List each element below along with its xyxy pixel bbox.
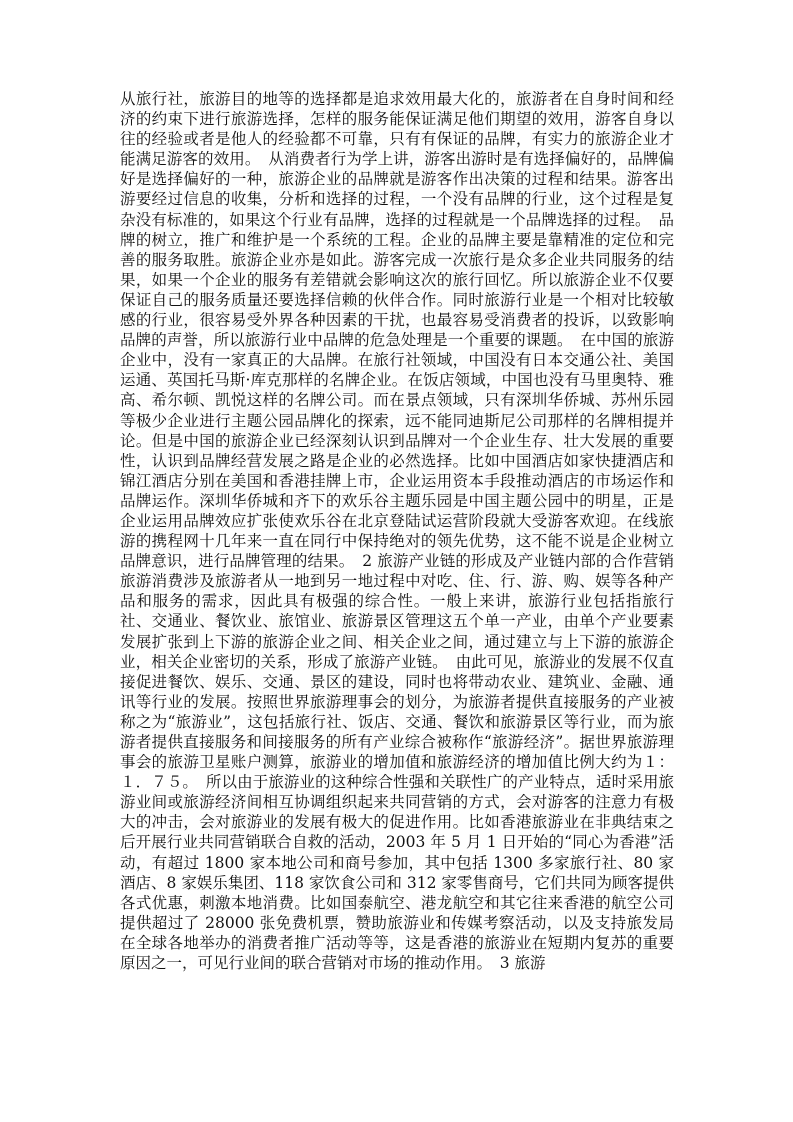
body-paragraph: 从旅行社，旅游目的地等的选择都是追求效用最大化的，旅游者在自身时间和经济的约束下进行旅游选择，怎样的服务能保证满足他们期望的效用，游客自身以往的经验或者是他人的经验都不可靠，只有有保证的品牌，有实力的旅游企业才能满足游客的效用。 从消费者行为学上讲，游客出游时是有选择偏好的，品牌偏好是选择偏好的一种，旅游企业的品牌就是游客作出决策的过程和结果。游客出游要经过信息的收集，分析和选择的过程，一个没有品牌的行业，这个过程是复杂没有标准的，如果这个行业有品牌，选择的过程就是一个品牌选择的过程。 品牌的树立，推广和维护是一个系统的工程。企业的品牌主要是靠精准的定位和完善的服务取胜。旅游企业亦是如此。游客完成一次旅行是众多企业共同服务的结果，如果一个企业的服务有差错就会影响这次的旅行回忆。所以旅游企业不仅要保证自己的服务质量还要选择信赖的伙伴合作。同时旅游行业是一个相对比较敏感的行业，很容易受外界各种因素的干扰，也最容易受消费者的投诉，以致影响品牌的声誉，所以旅游行业中品牌的危急处理是一个重要的课题。 在中国的旅游企业中，没有一家真正的大品牌。在旅行社领域，中国没有日本交通公社、美国运通、英国托马斯·库克那样的名牌企业。在饭店领域，中国也没有马里奥特、雅高、希尔顿、凯悦这样的名牌公司。而在景点领域，只有深圳华侨城、苏州乐园等极少企业进行主题公园品牌化的探索，远不能同迪斯尼公司那样的名牌相提并论。但是中国的旅游企业已经深刻认识到品牌对一个企业生存、壮大发展的重要性，认识到品牌经营发展之路是企业的必然选择。比如中国酒店如家快捷酒店和锦江酒店分别在美国和香港挂牌上市，企业运用资本手段推动酒店的市场运作和品牌运作。深圳华侨城和齐下的欢乐谷主题乐园是中国主题公园中的明星，正是企业运用品牌效应扩张使欢乐谷在北京登陆试运营阶段就大受游客欢迎。在线旅游的携程网十几年来一直在同行中保持绝对的领先优势，这不能不说是企业树立品牌意识，进行品牌管理的结果。 2 旅游产业链的形成及产业链内部的合作营销 旅游消费涉及旅游者从一地到另一地过程中对吃、住、行、游、购、娱等各种产品和服务的需求，因此具有极强的综合性。一般上来讲，旅游行业包括指旅行社、交通业、餐饮业、旅馆业、旅游景区管理这五个单一产业，由单个产业要素发展扩张到上下游的旅游企业之间、相关企业之间，通过建立与上下游的旅游企业，相关企业密切的关系，形成了旅游产业链。 由此可见，旅游业的发展不仅直接促进餐饮、娱乐、交通、景区的建设，同时也将带动农业、建筑业、金融、通讯等行业的发展。按照世界旅游理事会的划分，为旅游者提供直接服务的产业被称之为“旅游业”，这包括旅行社、饭店、交通、餐饮和旅游景区等行业，而为旅游者提供直接服务和间接服务的所有产业综合被称作“旅游经济”。据世界旅游理事会的旅游卫星账户测算，旅游业的增加值和旅游经济的增加值比例大约为１：１．７５。 所以由于旅游业的这种综合性强和关联性广的产业特点，适时采用旅游业间或旅游经济间相互协调组织起来共同营销的方式，会对游客的注意力有极大的冲击，会对旅游业的发展有极大的促进作用。比如香港旅游业在非典结束之后开展行业共同营销联合自救的活动，2003 年 5 月 1 日开始的“同心为香港”活动，有超过 1800 家本地公司和商号参加，其中包括 1300 多家旅行社、80 家酒店、8 家娱乐集团、118 家饮食公司和 312 家零售商号，它们共同为顾客提供各式优惠，刺激本地消费。比如国泰航空、港龙航空和其它往来香港的航空公司提供超过了 28000 张免费机票，赞助旅游业和传媒考察活动，以及支持旅发局在全球各地举办的消费者推广活动等等，这是香港的旅游业在短期内复苏的重要原因之一，可见行业间的联合营销对市场的推动作用。 3 旅游 [120, 90, 690, 973]
